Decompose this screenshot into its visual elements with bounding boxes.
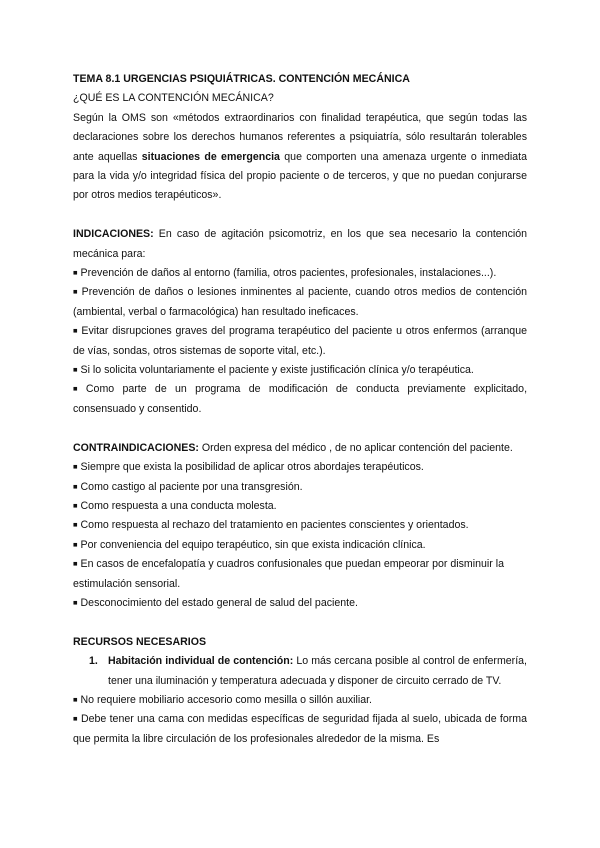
definition-text-2: que comporten una amenaza urgente o inmediata para la vida y/o integridad física del propio paciente o de terceros, y que no puedan conjurarse por otros medios terapéuticos». [73,150,527,202]
list-item: ■ Prevención de daños o lesiones inminentes al paciente, cuando otros medios de contención (ambiental, verbal o farmacológica) han resultado ineficaces. [73,283,527,322]
numbered-item [73,652,527,691]
numbered-item-heading: Habitación individual de contención: [108,655,294,668]
list-item: ■ Como parte de un programa de modificación de conducta previamente explicitado, consensuado y consentido. [73,380,527,419]
indicaciones-intro-text: En caso de agitación psicomotriz, en los que sea necesario la contención mecánica para: [73,228,527,260]
indicaciones-heading: INDICACIONES: [73,228,154,241]
list-item: ■ Debe tener una cama con medidas específicas de seguridad fijada al suelo, ubicada de forma que permita la libre circulación de los profesionales alrededor de la misma. Es [73,710,527,749]
list-item: ■ Como castigo al paciente por una transgresión. [73,478,527,497]
list-item: ■ Desconocimiento del estado general de salud del paciente. [73,594,527,613]
contraindicaciones-intro-text: Orden expresa del médico , de no aplicar contención del paciente. [198,441,513,454]
recursos-heading: RECURSOS NECESARIOS [73,635,207,648]
list-item: ■ En casos de encefalopatía y cuadros confusionales que puedan empeorar por disminuir la estimulación sensorial. [73,555,527,594]
list-item: ■ Por conveniencia del equipo terapéutico, sin que exista indicación clínica. [73,536,527,555]
definition-text-1: Según la OMS son «métodos extraordinarios con finalidad terapéutica, que según todas las declaraciones sobre los derechos humanos referentes a psiquiatría, sólo resultarán tolerables ante aquellas [73,111,527,163]
contraindicaciones-intro [73,439,527,458]
indicaciones-intro [73,225,527,264]
list-item: ■ Como respuesta a una conducta molesta. [73,497,527,516]
list-item: ■ Siempre que exista la posibilidad de aplicar otros abordajes terapéuticos. [73,458,527,477]
definition-bold-term: situaciones de emergencia [141,150,280,163]
numbered-item-text: Lo más cercana posible al control de enfermería, tener una iluminación y temperatura adecuada y disponer de circuito cerrado de TV. [108,655,527,687]
document-body [73,70,527,749]
page-title: TEMA 8.1 URGENCIAS PSIQUIÁTRICAS. CONTENCIÓN MECÁNICA [73,73,410,85]
item-number: 1. [89,655,98,668]
section-question: ¿QUÉ ES LA CONTENCIÓN MECÁNICA? [73,92,274,105]
definition-paragraph [73,109,527,206]
list-item: ■ Como respuesta al rechazo del tratamiento en pacientes conscientes y orientados. [73,516,527,535]
contraindicaciones-heading: CONTRAINDICACIONES: [73,441,199,454]
list-item: ■ No requiere mobiliario accesorio como mesilla o sillón auxiliar. [73,691,527,710]
list-item: ■ Evitar disrupciones graves del programa terapéutico del paciente u otros enfermos (arranque de vías, sondas, otros sistemas de soporte vital, etc.). [73,322,527,361]
list-item: ■ Prevención de daños al entorno (familia, otros pacientes, profesionales, instalaciones...). [73,264,527,283]
list-item: ■ Si lo solicita voluntariamente el paciente y existe justificación clínica y/o terapéutica. [73,361,527,380]
recursos-numbered-list [73,652,527,691]
